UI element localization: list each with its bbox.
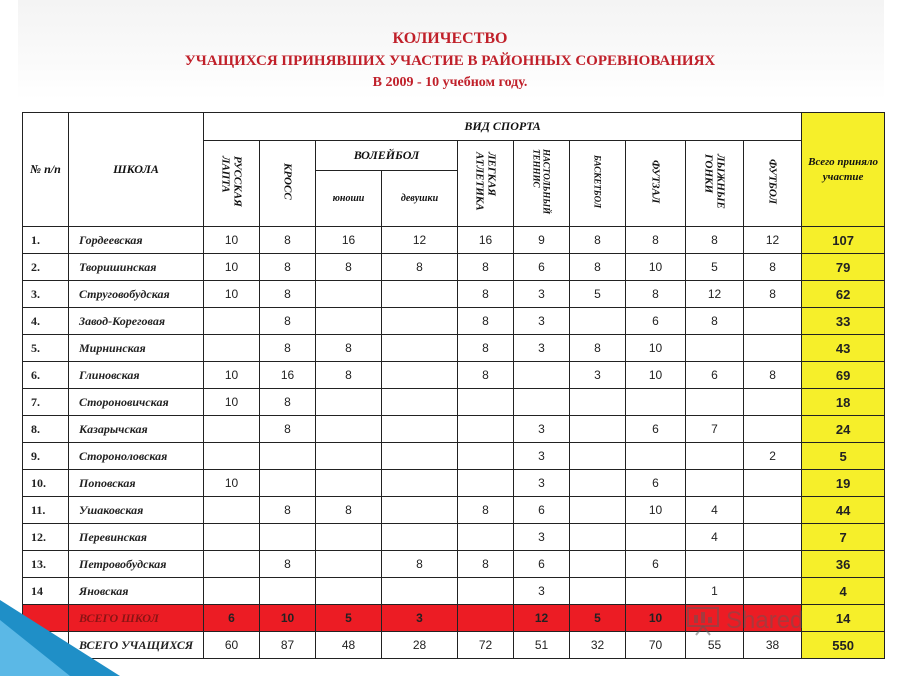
title-line-1: КОЛИЧЕСТВО <box>392 30 508 47</box>
cell-lapta <box>204 551 260 578</box>
cell-total: 5 <box>802 443 885 470</box>
cell-cross: 8 <box>260 281 316 308</box>
cell-basket: 32 <box>570 632 626 659</box>
watermark-text: Shared <box>726 607 804 634</box>
cell-cross: 8 <box>260 227 316 254</box>
cell-girls <box>382 524 458 551</box>
cell-total: 43 <box>802 335 885 362</box>
school-name: Петровобудская <box>69 551 204 578</box>
cell-futsal: 8 <box>626 227 686 254</box>
table-row <box>23 551 885 578</box>
cell-athletics: 8 <box>458 497 514 524</box>
cell-girls: 28 <box>382 632 458 659</box>
cell-total: 33 <box>802 308 885 335</box>
cell-boys: 16 <box>316 227 382 254</box>
row-number: 13. <box>23 551 69 578</box>
cell-football: 38 <box>744 632 802 659</box>
cell-girls: 3 <box>382 605 458 632</box>
cell-lapta <box>204 524 260 551</box>
cell-boys <box>316 470 382 497</box>
row-number: 1. <box>23 227 69 254</box>
header-sport-group: ВИД СПОРТА <box>204 113 802 141</box>
cell-futsal: 6 <box>626 416 686 443</box>
cell-futsal: 10 <box>626 362 686 389</box>
row-number: 11. <box>23 497 69 524</box>
cell-athletics: 16 <box>458 227 514 254</box>
school-name: Стороноловская <box>69 443 204 470</box>
cell-ski: 1 <box>686 578 744 605</box>
school-name: Поповская <box>69 470 204 497</box>
cell-basket <box>570 524 626 551</box>
cell-tennis <box>514 389 570 416</box>
school-name: Перевинская <box>69 524 204 551</box>
cell-basket <box>570 470 626 497</box>
header-total: Всего приняло участие <box>802 113 885 227</box>
cell-total: 18 <box>802 389 885 416</box>
cell-ski: 5 <box>686 254 744 281</box>
cell-lapta: 6 <box>204 605 260 632</box>
cell-futsal <box>626 443 686 470</box>
row-number: 14 <box>23 578 69 605</box>
cell-basket <box>570 443 626 470</box>
cell-football <box>744 416 802 443</box>
cell-girls: 8 <box>382 551 458 578</box>
header-cross: КРОСС <box>260 141 316 227</box>
cell-football <box>744 497 802 524</box>
cell-football: 2 <box>744 443 802 470</box>
table-row <box>23 497 885 524</box>
cell-total: 36 <box>802 551 885 578</box>
cell-boys: 5 <box>316 605 382 632</box>
cell-tennis <box>514 362 570 389</box>
cell-boys: 8 <box>316 497 382 524</box>
cell-athletics: 8 <box>458 551 514 578</box>
cell-boys <box>316 578 382 605</box>
cell-tennis: 3 <box>514 416 570 443</box>
cell-ski: 4 <box>686 497 744 524</box>
cell-tennis: 3 <box>514 335 570 362</box>
cell-lapta: 10 <box>204 281 260 308</box>
cell-total: 4 <box>802 578 885 605</box>
cell-futsal: 8 <box>626 281 686 308</box>
cell-girls <box>382 416 458 443</box>
cell-total: 550 <box>802 632 885 659</box>
cell-cross: 8 <box>260 254 316 281</box>
header-volleyball: ВОЛЕЙБОЛ <box>316 141 458 171</box>
table-row <box>23 470 885 497</box>
cell-tennis: 3 <box>514 308 570 335</box>
cell-football <box>744 389 802 416</box>
cell-athletics <box>458 578 514 605</box>
cell-cross <box>260 470 316 497</box>
cell-basket <box>570 578 626 605</box>
cell-total: 19 <box>802 470 885 497</box>
cell-cross: 8 <box>260 389 316 416</box>
cell-tennis: 3 <box>514 443 570 470</box>
table-row <box>23 416 885 443</box>
table-row <box>23 389 885 416</box>
school-name: Завод-Кореговая <box>69 308 204 335</box>
row-number: 9. <box>23 443 69 470</box>
cell-cross: 16 <box>260 362 316 389</box>
cell-cross: 8 <box>260 335 316 362</box>
title-line-2: УЧАЩИХСЯ ПРИНЯВШИХ УЧАСТИЕ В РАЙОННЫХ СОРЕВНОВАНИЯХ <box>184 53 716 69</box>
header-football: ФУТБОЛ <box>744 141 802 227</box>
cell-boys <box>316 389 382 416</box>
cell-girls <box>382 470 458 497</box>
cell-lapta <box>204 416 260 443</box>
table-row <box>23 443 885 470</box>
cell-tennis: 3 <box>514 524 570 551</box>
cell-total: 7 <box>802 524 885 551</box>
cell-boys: 48 <box>316 632 382 659</box>
cell-football: 8 <box>744 362 802 389</box>
cell-ski <box>686 470 744 497</box>
cell-tennis: 3 <box>514 578 570 605</box>
cell-tennis: 51 <box>514 632 570 659</box>
cell-ski: 4 <box>686 524 744 551</box>
cell-cross <box>260 578 316 605</box>
row-number: 2. <box>23 254 69 281</box>
cell-tennis: 6 <box>514 551 570 578</box>
table-row <box>23 254 885 281</box>
cell-lapta: 10 <box>204 362 260 389</box>
cell-boys: 8 <box>316 362 382 389</box>
summary-label: ВСЕГО УЧАЩИХСЯ <box>69 632 204 659</box>
cell-futsal: 10 <box>626 497 686 524</box>
cell-ski: 7 <box>686 416 744 443</box>
cell-girls: 8 <box>382 254 458 281</box>
table-row <box>23 281 885 308</box>
cell-futsal: 10 <box>626 335 686 362</box>
cell-lapta: 10 <box>204 389 260 416</box>
header-basketball: БАСКЕТБОЛ <box>570 141 626 227</box>
cell-tennis: 12 <box>514 605 570 632</box>
cell-boys: 8 <box>316 254 382 281</box>
cell-total: 107 <box>802 227 885 254</box>
cell-athletics <box>458 524 514 551</box>
cell-football <box>744 524 802 551</box>
cell-cross: 8 <box>260 497 316 524</box>
cell-lapta: 60 <box>204 632 260 659</box>
cell-basket: 8 <box>570 254 626 281</box>
cell-athletics <box>458 470 514 497</box>
header-athletics: ЛЕГКАЯ АТЛЕТИКА <box>458 141 514 227</box>
cell-basket: 3 <box>570 362 626 389</box>
cell-futsal <box>626 578 686 605</box>
title-line-3: В 2009 - 10 учебном году. <box>372 75 528 90</box>
cell-lapta <box>204 497 260 524</box>
cell-cross: 8 <box>260 551 316 578</box>
header-futsal: ФУТЗАЛ <box>626 141 686 227</box>
slide-title <box>0 28 900 94</box>
header-table-tennis: НАСТОЛЬНЫЙ ТЕННИС <box>514 141 570 227</box>
school-name: Яновская <box>69 578 204 605</box>
cell-athletics <box>458 389 514 416</box>
cell-total: 14 <box>802 605 885 632</box>
cell-athletics: 8 <box>458 335 514 362</box>
header-school: ШКОЛА <box>69 113 204 227</box>
table-row <box>23 362 885 389</box>
cell-girls <box>382 362 458 389</box>
school-name: Струговобудская <box>69 281 204 308</box>
header-num: № п/п <box>23 113 69 227</box>
table-row <box>23 524 885 551</box>
cell-total: 79 <box>802 254 885 281</box>
cell-tennis: 6 <box>514 497 570 524</box>
cell-girls <box>382 335 458 362</box>
cell-basket <box>570 416 626 443</box>
cell-futsal <box>626 389 686 416</box>
cell-cross <box>260 443 316 470</box>
cell-boys <box>316 524 382 551</box>
cell-girls <box>382 443 458 470</box>
presentation-icon <box>686 606 720 636</box>
cell-futsal: 6 <box>626 551 686 578</box>
cell-football <box>744 470 802 497</box>
cell-basket <box>570 308 626 335</box>
school-name: Казарычская <box>69 416 204 443</box>
cell-lapta: 10 <box>204 254 260 281</box>
table-row <box>23 578 885 605</box>
row-number: 7. <box>23 389 69 416</box>
cell-ski <box>686 551 744 578</box>
cell-athletics: 8 <box>458 281 514 308</box>
row-number: 10. <box>23 470 69 497</box>
cell-football: 8 <box>744 281 802 308</box>
row-number: 4. <box>23 308 69 335</box>
cell-athletics: 8 <box>458 362 514 389</box>
cell-athletics: 8 <box>458 254 514 281</box>
cell-girls <box>382 308 458 335</box>
cell-girls: 12 <box>382 227 458 254</box>
cell-futsal <box>626 524 686 551</box>
cell-tennis: 9 <box>514 227 570 254</box>
cell-basket: 8 <box>570 335 626 362</box>
table-row <box>23 227 885 254</box>
cell-football <box>744 551 802 578</box>
cell-boys <box>316 551 382 578</box>
cell-ski: 6 <box>686 362 744 389</box>
cell-futsal: 70 <box>626 632 686 659</box>
school-name: Творишинская <box>69 254 204 281</box>
row-number: 5. <box>23 335 69 362</box>
cell-boys <box>316 443 382 470</box>
cell-total: 69 <box>802 362 885 389</box>
cell-football: 12 <box>744 227 802 254</box>
cell-lapta: 10 <box>204 227 260 254</box>
cell-basket: 8 <box>570 227 626 254</box>
cell-lapta <box>204 308 260 335</box>
cell-athletics <box>458 443 514 470</box>
cell-basket <box>570 551 626 578</box>
header-girls: девушки <box>382 171 458 227</box>
watermark <box>686 606 803 636</box>
cell-cross: 8 <box>260 308 316 335</box>
header-ski: ЛЫЖНЫЕ ГОНКИ <box>686 141 744 227</box>
cell-tennis: 3 <box>514 281 570 308</box>
cell-athletics <box>458 605 514 632</box>
cell-lapta <box>204 443 260 470</box>
cell-futsal: 10 <box>626 254 686 281</box>
cell-ski <box>686 389 744 416</box>
cell-ski: 8 <box>686 227 744 254</box>
row-number: 6. <box>23 362 69 389</box>
header-russian-lapta: РУССКАЯ ЛАПТА <box>204 141 260 227</box>
row-number: 3. <box>23 281 69 308</box>
cell-tennis: 6 <box>514 254 570 281</box>
table-row <box>23 308 885 335</box>
cell-basket: 5 <box>570 281 626 308</box>
cell-basket <box>570 497 626 524</box>
cell-boys <box>316 308 382 335</box>
cell-lapta <box>204 578 260 605</box>
cell-athletics <box>458 416 514 443</box>
cell-ski: 8 <box>686 308 744 335</box>
cell-girls <box>382 578 458 605</box>
cell-basket <box>570 389 626 416</box>
cell-ski: 55 <box>686 632 744 659</box>
cell-girls <box>382 281 458 308</box>
school-name: Стороновичская <box>69 389 204 416</box>
cell-boys <box>316 416 382 443</box>
cell-futsal: 6 <box>626 470 686 497</box>
school-name: Глиновская <box>69 362 204 389</box>
cell-total: 24 <box>802 416 885 443</box>
school-name: Гордеевская <box>69 227 204 254</box>
cell-futsal: 6 <box>626 308 686 335</box>
cell-athletics: 8 <box>458 308 514 335</box>
cell-ski: 12 <box>686 281 744 308</box>
cell-total: 62 <box>802 281 885 308</box>
cell-boys <box>316 281 382 308</box>
decorative-corner-shape <box>0 560 150 676</box>
competition-table <box>22 112 885 659</box>
row-number: 8. <box>23 416 69 443</box>
cell-ski <box>686 335 744 362</box>
cell-football <box>744 308 802 335</box>
cell-tennis: 3 <box>514 470 570 497</box>
cell-cross <box>260 524 316 551</box>
cell-cross: 10 <box>260 605 316 632</box>
cell-girls <box>382 497 458 524</box>
cell-basket: 5 <box>570 605 626 632</box>
summary-label: ВСЕГО ШКОЛ <box>69 605 204 632</box>
cell-football <box>744 335 802 362</box>
header-boys: юноши <box>316 171 382 227</box>
cell-cross: 87 <box>260 632 316 659</box>
cell-lapta: 10 <box>204 470 260 497</box>
cell-boys: 8 <box>316 335 382 362</box>
cell-futsal: 10 <box>626 605 686 632</box>
cell-football <box>744 578 802 605</box>
school-name: Мирнинская <box>69 335 204 362</box>
table-row <box>23 335 885 362</box>
cell-football: 8 <box>744 254 802 281</box>
cell-total: 44 <box>802 497 885 524</box>
cell-ski <box>686 443 744 470</box>
cell-girls <box>382 389 458 416</box>
cell-cross: 8 <box>260 416 316 443</box>
cell-lapta <box>204 335 260 362</box>
school-name: Ушаковская <box>69 497 204 524</box>
row-number: 12. <box>23 524 69 551</box>
cell-athletics: 72 <box>458 632 514 659</box>
